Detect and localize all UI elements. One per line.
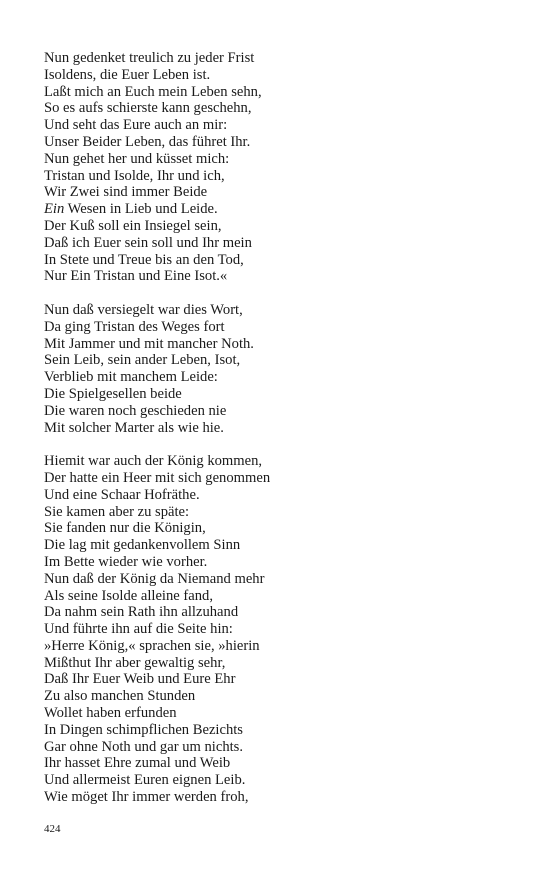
verse-line: In Stete und Treue bis an den Tod, (44, 251, 244, 268)
verse-line: Und seht das Eure auch an mir: (44, 117, 228, 134)
page-number: 424 (44, 823, 61, 835)
verse-line: Ihr hasset Ehre zumal und Weib (44, 755, 231, 772)
verse-line: Mit Jammer und mit mancher Noth. (44, 335, 254, 352)
verse-line: Wie möget Ihr immer werden froh, (44, 789, 249, 806)
stanza-3 (44, 453, 524, 806)
verse-line: Und eine Schaar Hofräthe. (44, 486, 200, 503)
verse-line: Daß Ihr Euer Weib und Eure Ehr (44, 671, 236, 688)
verse-line: Hiemit war auch der König kommen, (44, 453, 263, 470)
verse-line: Zu also manchen Stunden (44, 688, 196, 705)
verse-line-italic-lead: Ein Wesen in Lieb und Leide. (44, 201, 218, 218)
stanza-1 (44, 50, 524, 285)
verse-line: Gar ohne Noth und gar um nichts. (44, 738, 244, 755)
verse-line: Nun gedenket treulich zu jeder Frist (44, 50, 255, 66)
verse-line: Wir Zwei sind immer Beide (44, 184, 208, 201)
verse-line: Der hatte ein Heer mit sich genommen (44, 469, 271, 486)
verse-line: Die Spielgesellen beide (44, 385, 182, 402)
verse-line: Nur Ein Tristan und Eine Isot.« (44, 268, 228, 285)
verse-line: Der Kuß soll ein Insiegel sein, (44, 217, 222, 234)
verse-line: Daß ich Euer sein soll und Ihr mein (44, 234, 252, 251)
verse-line: Isoldens, die Euer Leben ist. (44, 66, 211, 83)
verse-line: Die lag mit gedankenvollem Sinn (44, 537, 241, 554)
verse-line: Nun gehet her und küsset mich: (44, 150, 230, 167)
verse-line: Sie kamen aber zu späte: (44, 503, 190, 520)
verse-line: Sie fanden nur die Königin, (44, 520, 206, 537)
italic-emphasis: Ein (44, 201, 65, 218)
verse-line: Und allermeist Euren eignen Leib. (44, 772, 246, 789)
verse-line: Nun daß der König da Niemand mehr (44, 570, 265, 587)
verse-line: Mit solcher Marter als wie hie. (44, 419, 224, 436)
verse-line: Laßt mich an Euch mein Leben sehn, (44, 83, 262, 100)
verse-line: Die waren noch geschieden nie (44, 402, 227, 419)
verse-line: Da ging Tristan des Weges fort (44, 318, 225, 335)
verse-line: Tristan und Isolde, Ihr und ich, (44, 167, 225, 184)
verse-line: Im Bette wieder wie vorher. (44, 553, 208, 570)
verse-line: Sein Leib, sein ander Leben, Isot, (44, 352, 241, 369)
verse-line: Wollet haben erfunden (44, 705, 177, 722)
verse-line: Nun daß versiegelt war dies Wort, (44, 301, 243, 318)
stanza-2 (44, 302, 524, 436)
poem-text (44, 50, 524, 823)
verse-line: Da nahm sein Rath ihn allzuhand (44, 604, 239, 621)
verse-line: So es aufs schierste kann geschehn, (44, 100, 252, 117)
verse-line: Und führte ihn auf die Seite hin: (44, 621, 233, 638)
verse-line: Mißthut Ihr aber gewaltig sehr, (44, 654, 226, 671)
verse-line: Als seine Isolde alleine fand, (44, 587, 213, 604)
verse-line: In Dingen schimpflichen Bezichts (44, 721, 243, 738)
verse-line: Unser Beider Leben, das führet Ihr. (44, 133, 251, 150)
verse-line: Verblieb mit manchem Leide: (44, 369, 218, 386)
verse-line: »Herre König,« sprachen sie, »hierin (44, 637, 260, 654)
